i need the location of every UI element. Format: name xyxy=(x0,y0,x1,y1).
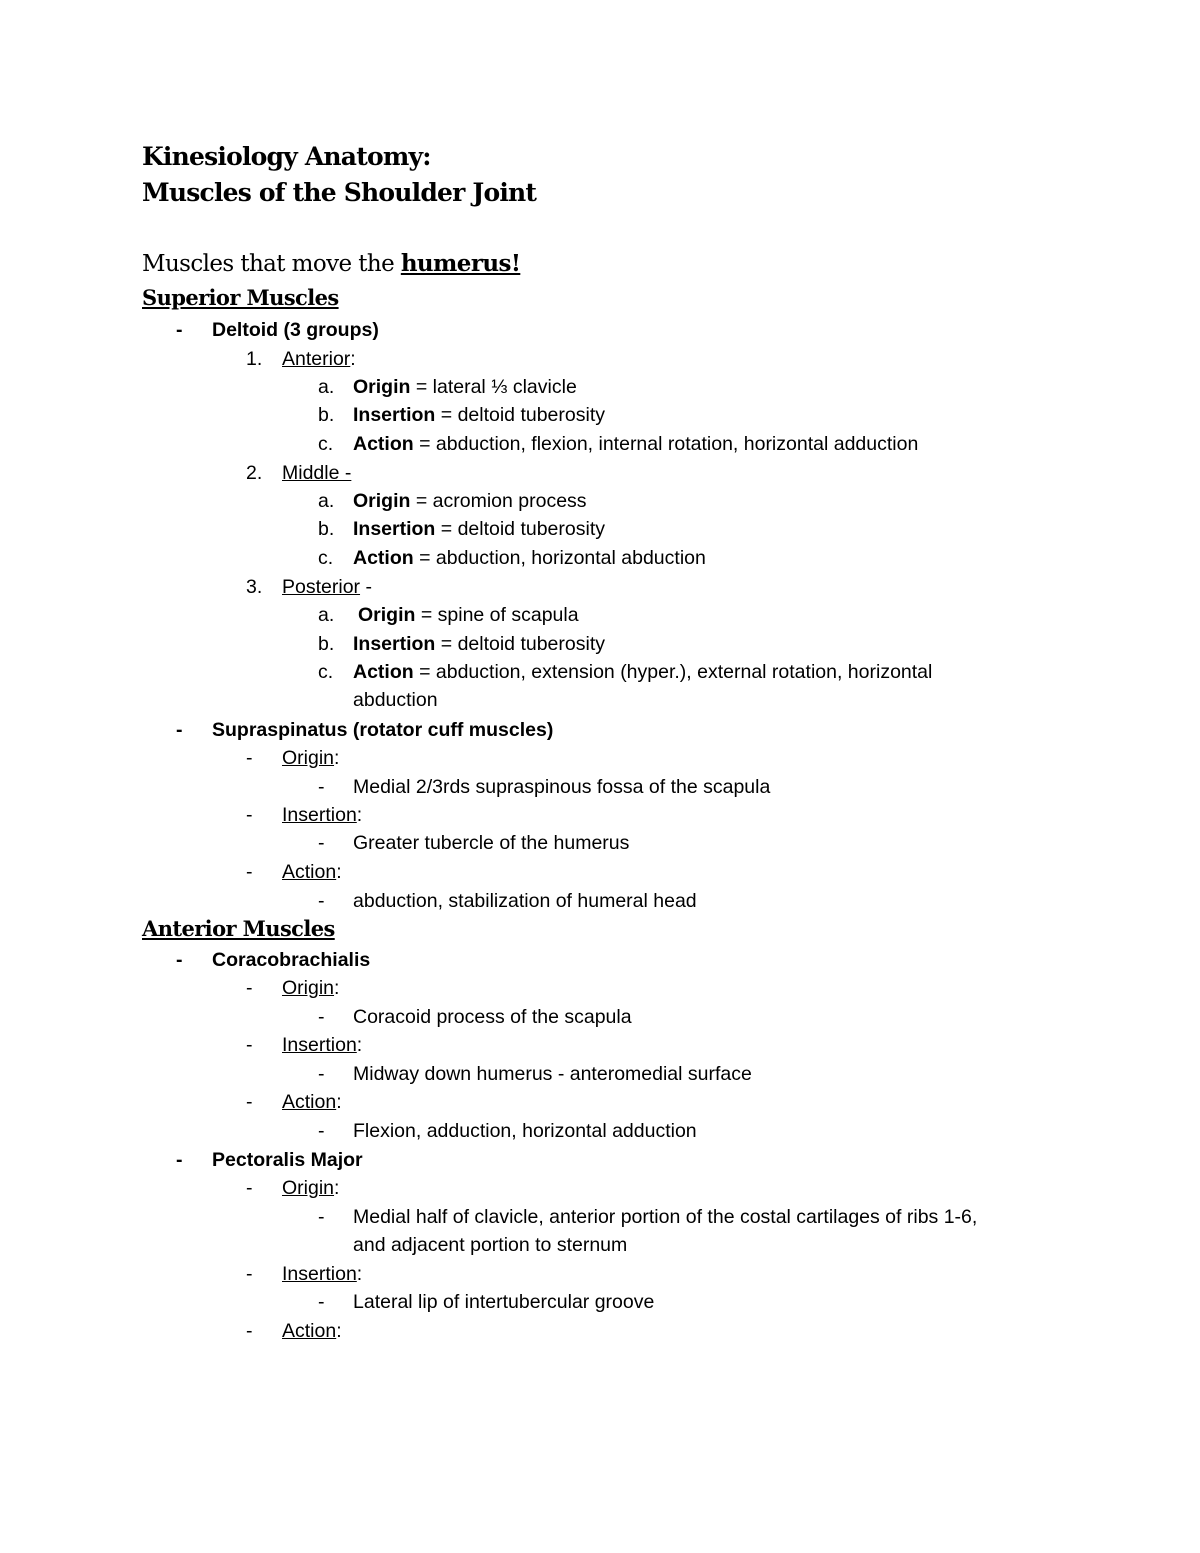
list-letter: b. xyxy=(318,404,335,426)
list-dash: - xyxy=(246,977,253,999)
list-letter: b. xyxy=(318,633,335,655)
section-heading-superior: Superior Muscles xyxy=(142,285,339,310)
deltoid-anterior-action: Action = abduction, flexion, internal rotation, horizontal adduction xyxy=(353,433,919,455)
pectoralis-insertion-detail: Lateral lip of intertubercular groove xyxy=(353,1291,655,1313)
list-dash: - xyxy=(318,832,325,854)
muscle-name-coracobrachialis: Coracobrachialis xyxy=(212,949,371,971)
deltoid-anterior-insertion: Insertion = deltoid tuberosity xyxy=(353,404,605,426)
list-letter: c. xyxy=(318,661,334,683)
bullet-coracobrachialis: - xyxy=(176,949,183,971)
bullet-supraspinatus: - xyxy=(176,719,183,741)
list-dash: - xyxy=(246,747,253,769)
deltoid-group-anterior: Anterior: xyxy=(282,348,356,370)
deltoid-anterior-origin: Origin = lateral ⅓ clavicle xyxy=(353,376,577,398)
list-letter: b. xyxy=(318,518,335,540)
list-dash: - xyxy=(246,804,253,826)
muscle-name-pectoralis-major: Pectoralis Major xyxy=(212,1149,363,1171)
list-dash: - xyxy=(318,890,325,912)
list-number: 1. xyxy=(246,348,263,370)
intro-emphasis: humerus! xyxy=(400,250,521,277)
intro-line xyxy=(142,250,520,277)
list-dash: - xyxy=(246,861,253,883)
pectoralis-insertion-label: Insertion: xyxy=(282,1263,363,1285)
intro-prefix: Muscles that move the xyxy=(142,251,395,277)
supraspinatus-insertion-detail: Greater tubercle of the humerus xyxy=(353,832,630,854)
list-dash: - xyxy=(318,1120,325,1142)
list-dash: - xyxy=(246,1091,253,1113)
list-letter: c. xyxy=(318,547,334,569)
bullet-pectoralis: - xyxy=(176,1149,183,1171)
list-dash: - xyxy=(246,1034,253,1056)
deltoid-posterior-origin: Origin = spine of scapula xyxy=(358,604,579,626)
list-dash: - xyxy=(246,1320,253,1342)
pectoralis-action-label: Action: xyxy=(282,1320,342,1342)
pectoralis-origin-detail: Medial half of clavicle, anterior portion of the costal cartilages of ribs 1-6, xyxy=(353,1206,978,1228)
deltoid-middle-action: Action = abduction, horizontal abduction xyxy=(353,547,706,569)
supraspinatus-origin-detail: Medial 2/3rds supraspinous fossa of the scapula xyxy=(353,776,771,798)
list-dash: - xyxy=(318,1206,325,1228)
deltoid-group-middle: Middle - xyxy=(282,462,352,484)
deltoid-posterior-insertion: Insertion = deltoid tuberosity xyxy=(353,633,605,655)
supraspinatus-action-label: Action: xyxy=(282,861,342,883)
list-letter: a. xyxy=(318,490,335,512)
document-title-line-1: Kinesiology Anatomy: xyxy=(142,142,431,171)
supraspinatus-insertion-label: Insertion: xyxy=(282,804,363,826)
list-dash: - xyxy=(318,1006,325,1028)
coracobrachialis-insertion-detail: Midway down humerus - anteromedial surface xyxy=(353,1063,752,1085)
coracobrachialis-action-label: Action: xyxy=(282,1091,342,1113)
deltoid-middle-insertion: Insertion = deltoid tuberosity xyxy=(353,518,605,540)
pectoralis-origin-label: Origin: xyxy=(282,1177,340,1199)
list-letter: c. xyxy=(318,433,334,455)
list-dash: - xyxy=(318,1063,325,1085)
list-dash: - xyxy=(318,1291,325,1313)
coracobrachialis-action-detail: Flexion, adduction, horizontal adduction xyxy=(353,1120,697,1142)
list-letter: a. xyxy=(318,376,335,398)
pectoralis-origin-detail-continued: and adjacent portion to sternum xyxy=(353,1234,628,1256)
list-dash: - xyxy=(246,1177,253,1199)
list-dash: - xyxy=(318,776,325,798)
muscle-name-supraspinatus: Supraspinatus (rotator cuff muscles) xyxy=(212,719,554,741)
coracobrachialis-insertion-label: Insertion: xyxy=(282,1034,363,1056)
bullet-deltoid: - xyxy=(176,319,183,341)
list-dash: - xyxy=(246,1263,253,1285)
deltoid-posterior-action: Action = abduction, extension (hyper.), external rotation, horizontal xyxy=(353,661,933,683)
deltoid-group-posterior: Posterior - xyxy=(282,576,372,598)
supraspinatus-origin-label: Origin: xyxy=(282,747,340,769)
coracobrachialis-origin-label: Origin: xyxy=(282,977,340,999)
coracobrachialis-origin-detail: Coracoid process of the scapula xyxy=(353,1006,632,1028)
deltoid-posterior-action-continued: abduction xyxy=(353,689,438,711)
section-heading-anterior: Anterior Muscles xyxy=(142,916,335,941)
muscle-name-deltoid: Deltoid (3 groups) xyxy=(212,319,379,341)
supraspinatus-action-detail: abduction, stabilization of humeral head xyxy=(353,890,697,912)
deltoid-middle-origin: Origin = acromion process xyxy=(353,490,587,512)
list-number: 2. xyxy=(246,462,263,484)
list-number: 3. xyxy=(246,576,263,598)
document-title-line-2: Muscles of the Shoulder Joint xyxy=(142,178,537,207)
list-letter: a. xyxy=(318,604,335,626)
